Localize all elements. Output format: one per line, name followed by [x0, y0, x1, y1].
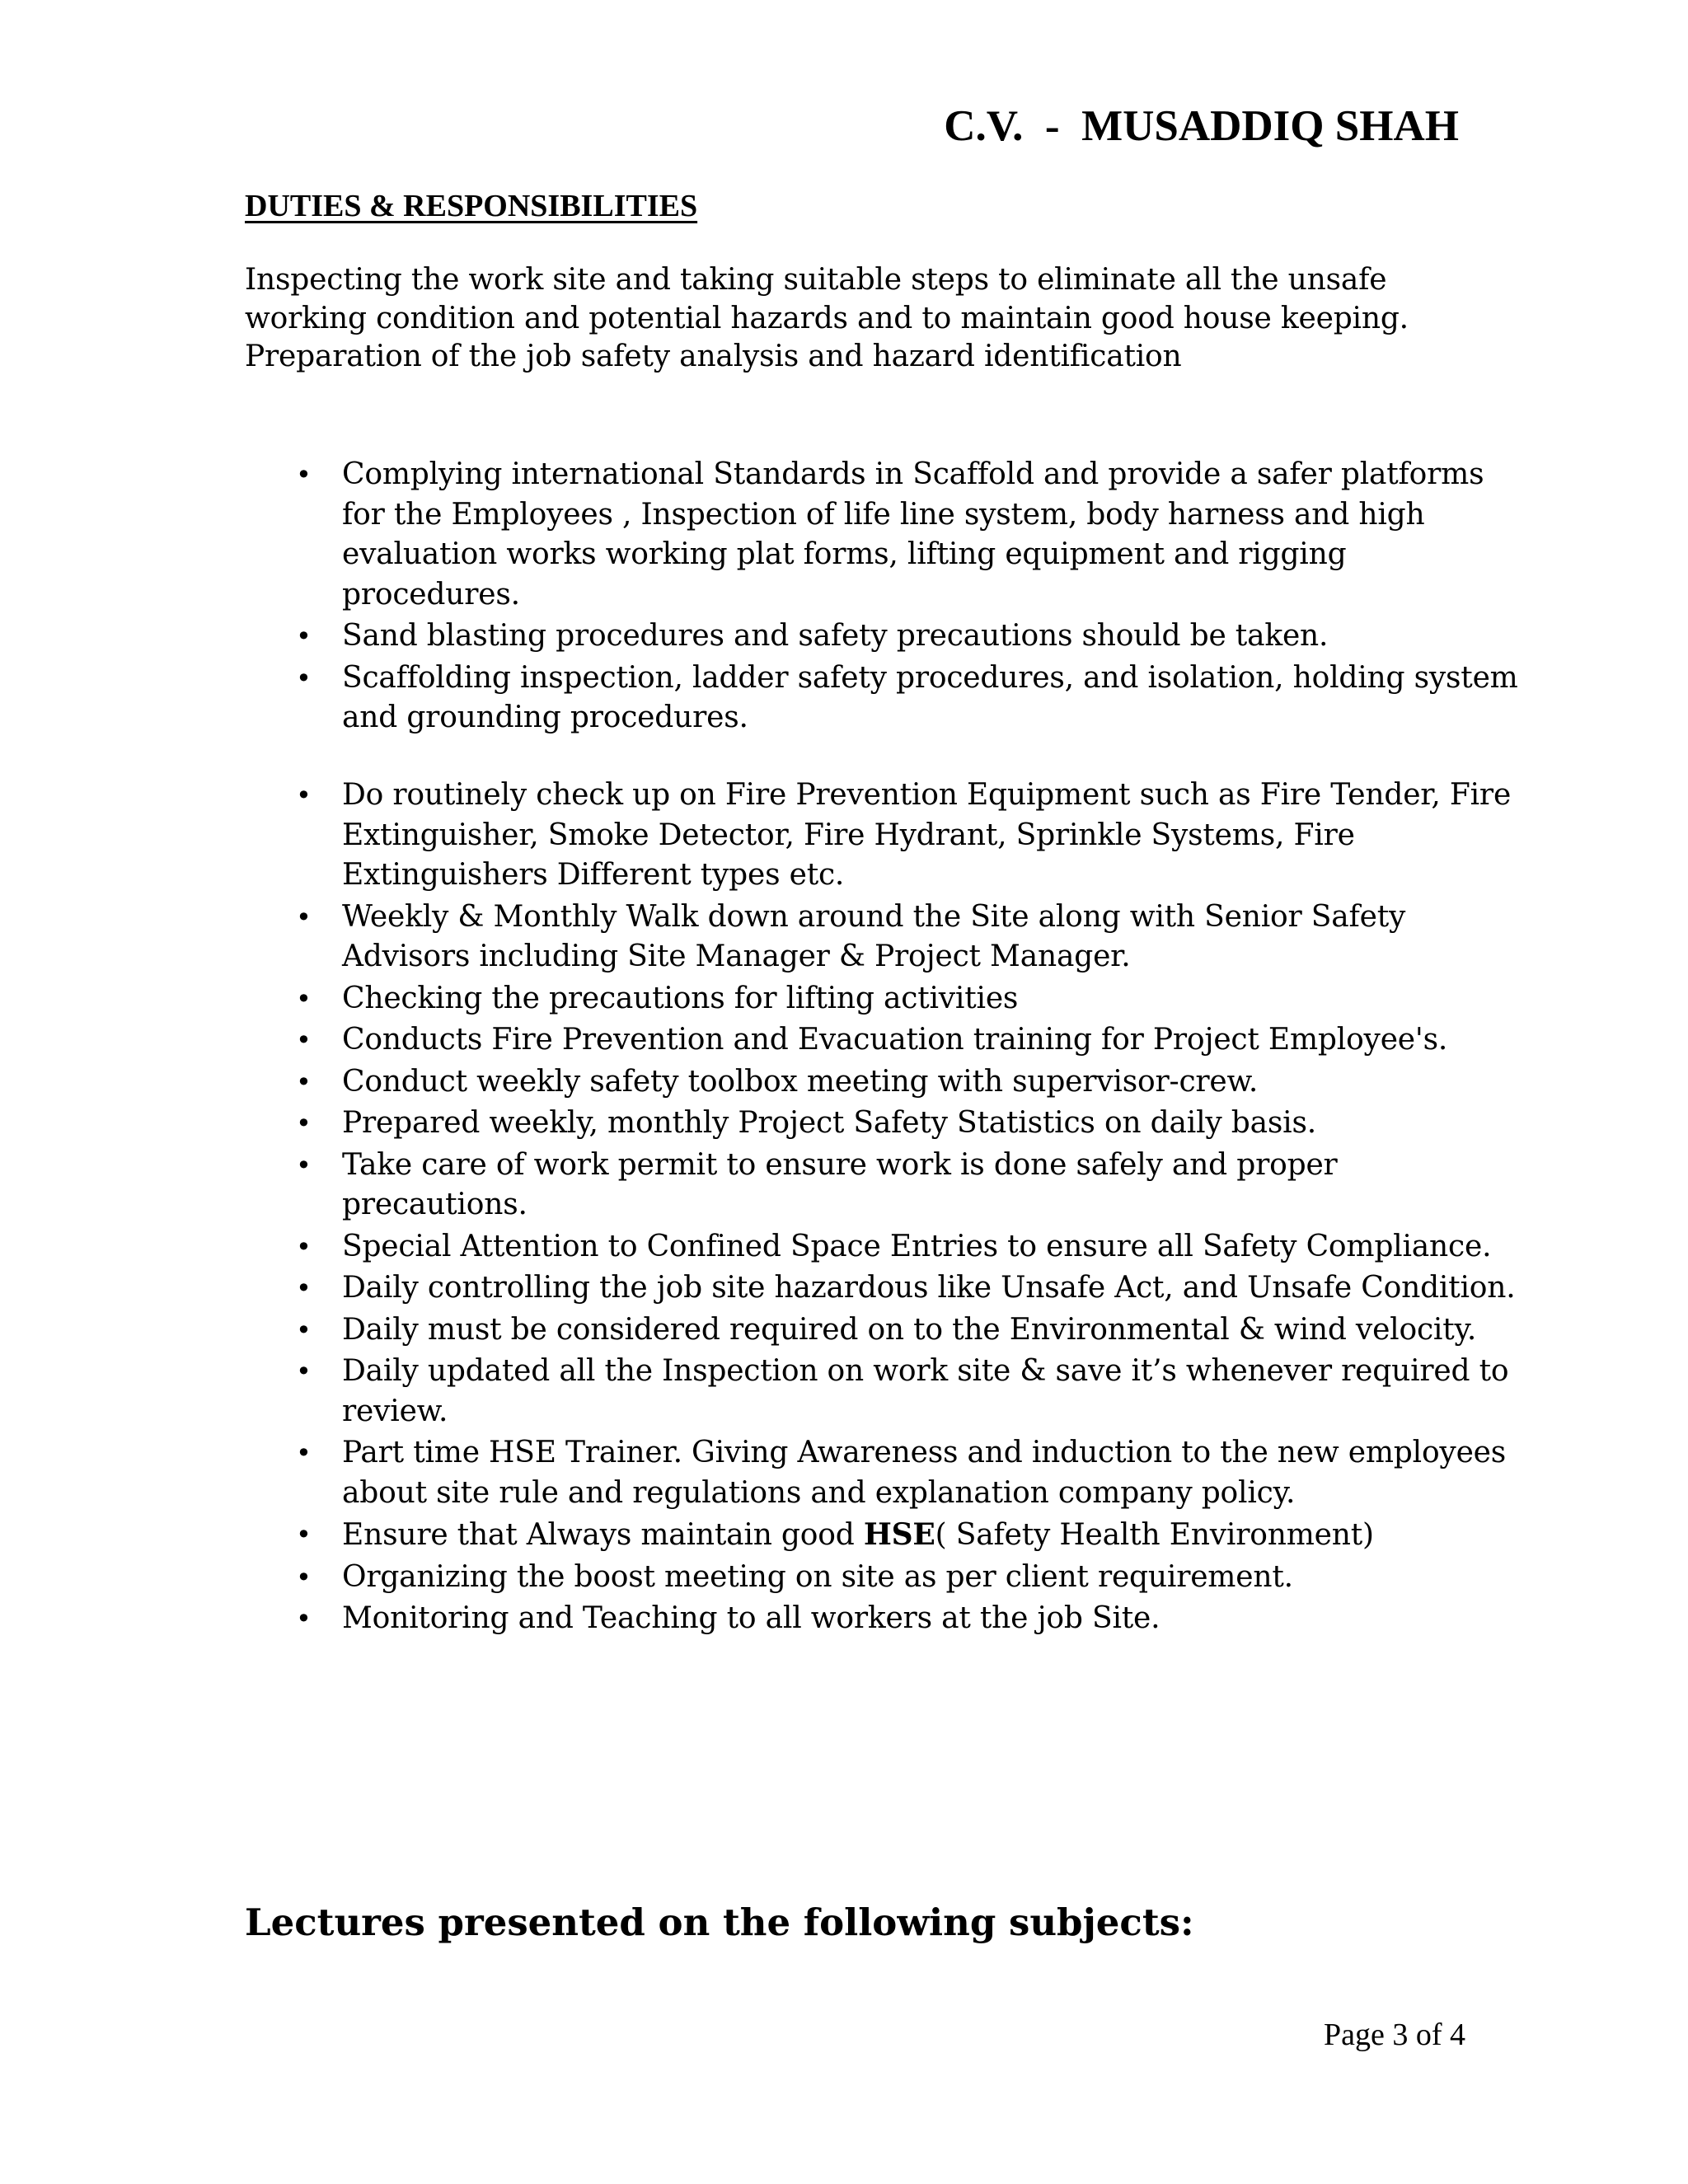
list-item	[245, 1599, 1531, 1639]
list-item-text: Special Attention to Confined Space Entries to ensure all Safety Compliance.	[342, 1229, 1492, 1263]
list-item	[245, 979, 1531, 1019]
bullet-icon: •	[296, 901, 312, 933]
list-item-text: Monitoring and Teaching to all workers at the job Site.	[342, 1601, 1160, 1635]
duties-intro-paragraph: Inspecting the work site and taking suitable steps to eliminate all the unsafe working condition and potential hazards and to maintain good house keeping. Preparation of the job safety analysis and hazard identification	[245, 263, 1409, 373]
list-item	[245, 898, 1531, 977]
bullet-icon: •	[296, 459, 312, 490]
bullet-icon: •	[296, 1149, 312, 1181]
list-item	[245, 616, 1531, 657]
bullet-icon: •	[296, 1437, 312, 1469]
list-item	[245, 1104, 1531, 1144]
list-item	[245, 1310, 1531, 1351]
list-item-text: Sand blasting procedures and safety precautions should be taken.	[342, 619, 1329, 653]
duties-section-heading: DUTIES & RESPONSIBILITIES	[245, 189, 698, 223]
duties-list-general	[245, 776, 1531, 1641]
bullet-icon: •	[296, 1519, 312, 1550]
list-item	[245, 1062, 1531, 1103]
list-item	[245, 1146, 1531, 1226]
hse-suffix-text: ( Safety Health Environment)	[935, 1518, 1374, 1552]
cv-header-title: C.V. - MUSADDIQ SHAH	[944, 102, 1459, 150]
list-item	[245, 658, 1531, 738]
list-item	[245, 1433, 1531, 1513]
bullet-icon: •	[296, 1230, 312, 1263]
list-item	[245, 1227, 1531, 1268]
list-item-text: Checking the precautions for lifting activities	[342, 981, 1019, 1015]
list-item	[245, 455, 1531, 615]
bullet-icon: •	[296, 982, 312, 1015]
page-number: Page 3 of 4	[1323, 2018, 1465, 2052]
list-item	[245, 776, 1531, 896]
list-item-text: Prepared weekly, monthly Project Safety Statistics on daily basis.	[342, 1106, 1316, 1140]
bullet-icon: •	[296, 1356, 312, 1387]
bullet-icon: •	[296, 1272, 312, 1304]
list-item-text: Take care of work permit to ensure work is done safely and proper precautions.	[342, 1147, 1338, 1221]
hse-bold-text: HSE	[863, 1517, 935, 1552]
bullet-icon: •	[296, 621, 312, 652]
list-item-text: Part time HSE Trainer. Giving Awareness and induction to the new employees about site rule and regulations and explanation company policy.	[342, 1436, 1507, 1510]
list-item-text: Conduct weekly safety toolbox meeting with supervisor-crew.	[342, 1064, 1259, 1099]
duties-list-scaffold	[245, 455, 1531, 740]
list-item	[245, 1352, 1531, 1432]
bullet-icon: •	[296, 1066, 312, 1098]
list-item-text: Daily must be considered required on to the Environmental & wind velocity.	[342, 1312, 1477, 1347]
bullet-icon: •	[296, 1314, 312, 1346]
list-item-text: Do routinely check up on Fire Prevention Equipment such as Fire Tender, Fire Extinguisher, Smoke Detector, Fire Hydrant, Sprinkle Systems, Fire Extinguishers Different types etc.	[342, 778, 1512, 892]
list-item-hse	[245, 1515, 1531, 1556]
list-item-text: Conducts Fire Prevention and Evacuation training for Project Employee's.	[342, 1023, 1448, 1057]
list-item	[245, 1268, 1531, 1309]
list-item-text: Weekly & Monthly Walk down around the Site along with Senior Safety Advisors including Site Manager & Project Manager.	[342, 899, 1406, 973]
bullet-icon: •	[296, 1561, 312, 1593]
bullet-icon: •	[296, 1024, 312, 1056]
lectures-heading: Lectures presented on the following subjects:	[245, 1900, 1194, 1944]
list-item	[245, 1020, 1531, 1061]
list-item	[245, 1558, 1531, 1598]
bullet-icon: •	[296, 1603, 312, 1634]
bullet-icon: •	[296, 1108, 312, 1139]
list-item-text: Daily updated all the Inspection on work site & save it’s whenever required to review.	[342, 1354, 1509, 1428]
list-item-text: Scaffolding inspection, ladder safety procedures, and isolation, holding system and grounding procedures.	[342, 660, 1518, 734]
bullet-icon: •	[296, 780, 312, 811]
hse-prefix-text: Ensure that Always maintain good	[342, 1518, 864, 1552]
list-item-text: Complying international Standards in Scaffold and provide a safer platforms for the Employees , Inspection of life line system, body harness and high evaluation works working plat forms, lifting equipment and rigging procedures.	[342, 457, 1484, 612]
list-item-text: Organizing the boost meeting on site as per client requirement.	[342, 1559, 1293, 1594]
list-item-text: Daily controlling the job site hazardous like Unsafe Act, and Unsafe Condition.	[342, 1271, 1516, 1305]
bullet-icon: •	[296, 662, 312, 694]
